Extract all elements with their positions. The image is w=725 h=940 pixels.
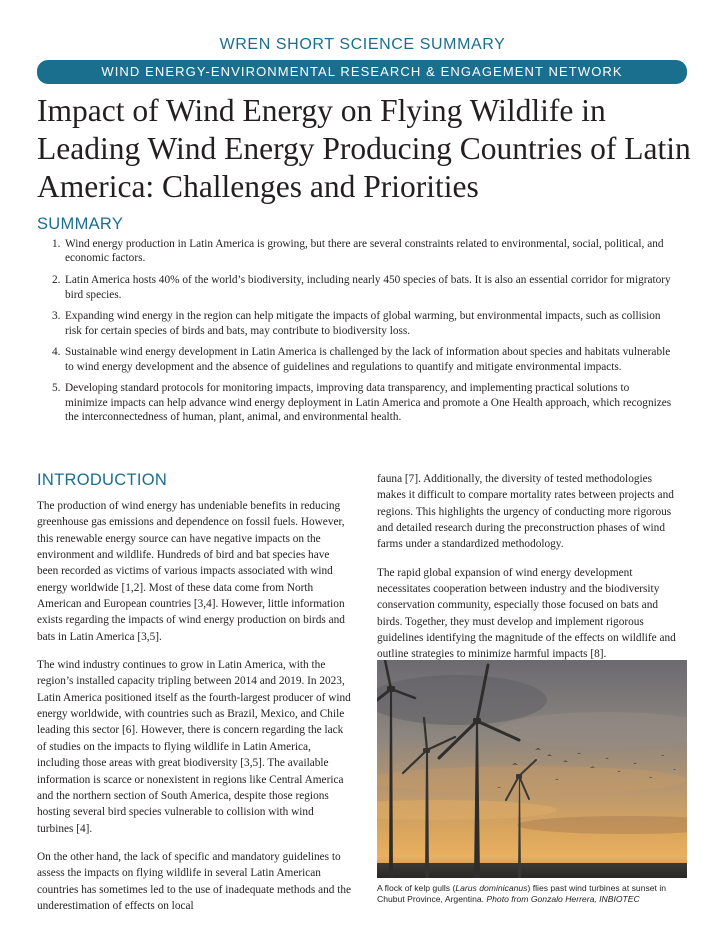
summary-item-text: Wind energy production in Latin America is growing, but there are several constraints related to environmental, social, political, and economic factors. [65,238,664,265]
page-title: Impact of Wind Energy on Flying Wildlife in Leading Wind Energy Producing Countries of Latin America: Challenges and Priorities [37,93,691,204]
summary-item [52,237,672,266]
summary-item [52,309,672,338]
summary-heading: SUMMARY [37,215,124,233]
intro-right-column [377,471,683,675]
caption-text-start: A flock of kelp gulls ( [377,883,456,893]
summary-item [52,381,672,424]
caption-species: Larus dominicanus [455,883,528,893]
intro-paragraph: On the other hand, the lack of specific and mandatory guidelines to assess the impacts on flying wildlife in several Latin American countries has sometimes led to the use of inadequate methods and the underestimation of effects on local [37,850,352,912]
summary-item-text: Latin America hosts 40% of the world’s biodiversity, including nearly 450 species of bats. It is also an essential corridor for migratory bird species. [65,274,671,301]
intro-paragraph: The rapid global expansion of wind energy development necessitates cooperation between industry and the biodiversity conservation community, especially those focused on bats and birds. Together, they must develop and implement rigorous guidelines identifying the magnitude of the effects on wildlife and outline strategies to minimize harmful impacts [8]. [377,566,676,661]
summary-item-text: Developing standard protocols for monitoring impacts, improving data transparency, and implementing practical solutions to minimize impacts can help advance wind energy deployment in Latin America and promote a One Health approach, which recognizes the interconnectedness of human, plant, animal, and environmental health. [65,382,672,424]
wind-turbine-photo [377,660,687,878]
caption-credit: Photo from Gonzalo Herrera, INBIOTEC [486,894,640,904]
series-kicker: WREN SHORT SCIENCE SUMMARY [219,36,506,53]
summary-item-number: 5. [52,382,61,395]
summary-item-number: 1. [52,238,61,250]
intro-left-column [37,498,352,926]
summary-item-text: Sustainable wind energy development in Latin America is challenged by the lack of information about species and habitats vulnerable to wind energy development and the absence of guidelines and regulations to quantify and mitigate environmental impacts. [65,346,671,373]
introduction-heading: INTRODUCTION [37,471,168,489]
summary-item-text: Expanding wind energy in the region can help mitigate the impacts of global warming, but environmental impacts, such as collision risk for certain species of birds and bats, may contribute to biodiversity loss. [65,310,661,337]
summary-item-number: 4. [52,346,61,359]
photo-caption [377,883,692,905]
intro-paragraph: fauna [7]. Additionally, the diversity of tested methodologies makes it difficult to compare mortality rates between projects and regions. This highlights the urgency of conducting more rigorous and detailed research during the preconstruction phases of wind farms under a standardized methodology. [377,473,674,551]
summary-item-number: 2. [52,274,61,287]
network-banner: WIND ENERGY-ENVIRONMENTAL RESEARCH & ENGAGEMENT NETWORK [37,60,687,84]
summary-item [52,345,672,374]
summary-item-number: 3. [52,310,61,323]
intro-paragraph: The production of wind energy has undeniable benefits in reducing greenhouse gas emissions and dependence on fossil fuels. However, this renewable energy source can have negative impacts on the environment and wildlife. Hundreds of bird and bat species have been recorded as victims of various impacts associated with wind energy worldwide [1,2]. Most of these data come from North American and European countries [3,4]. However, little information exists regarding the impacts of wind energy production on birds and bats in Latin America [3,5]. [37,500,345,643]
summary-list [52,237,672,432]
summary-item [52,273,672,302]
caption-text-end: ) flies past wind turbines at sunset in Chubut Province, Argentina. [377,883,667,904]
intro-paragraph: The wind industry continues to grow in Latin America, with the region’s installed capacity tripling between 2014 and 2019. In 2023, Latin America positioned itself as the fourth-largest producer of wind energy worldwide, with countries such as Brazil, Mexico, and Chile leading this sector [6]. However, there is concern regarding the lack of studies on the impacts to flying wildlife in Latin America, including those areas with great biodiversity [3,5]. The available information is scarce or nonexistent in regions like Central America and the northern section of South America, despite those regions hosting several bird species vulnerable to collision with wind turbines [4]. [37,659,351,835]
